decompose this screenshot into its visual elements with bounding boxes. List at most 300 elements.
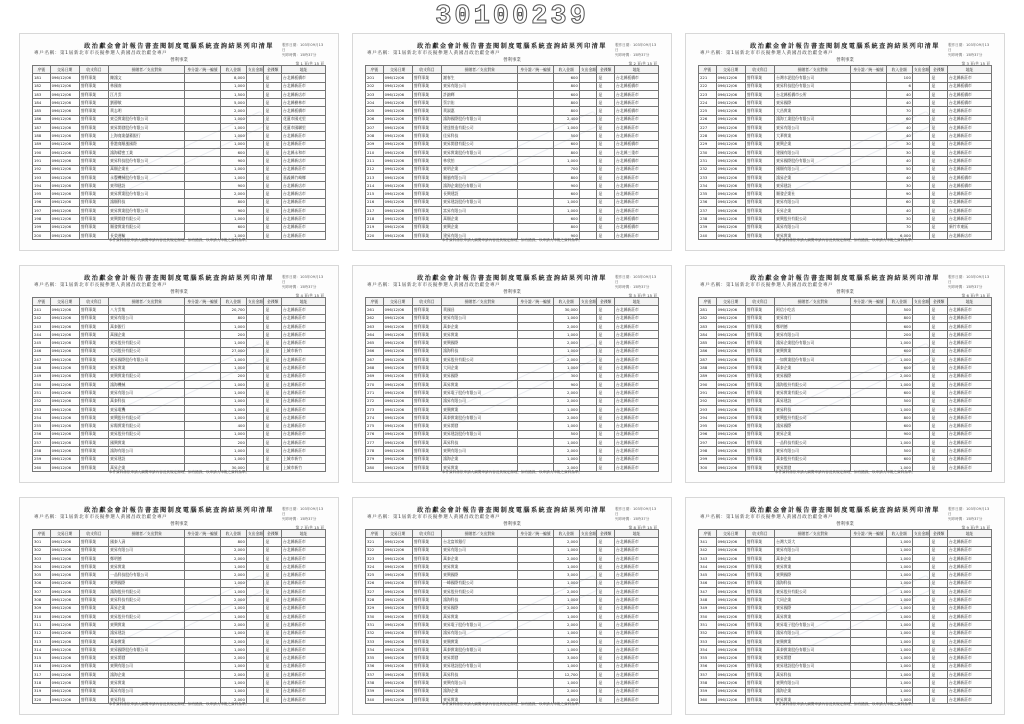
column-header: 序號 <box>366 298 384 306</box>
page-title: 政治獻金會計報告書查閱制度電腦系統查詢結果列印清單 <box>84 275 274 282</box>
id-cell <box>518 629 553 637</box>
address-cell: 台北縣新莊市 <box>948 662 992 670</box>
address-cell: 台北縣新莊市 <box>282 364 326 372</box>
account-name: 專戶名稱：第1屆新北市市長擬參選人黃國昌政治獻金專戶 <box>367 283 501 288</box>
print-time: 列印時間：15時37分 <box>948 53 983 57</box>
table-row <box>366 414 659 422</box>
donor-cell: 東昇有限公司 <box>775 546 851 554</box>
table-header-row <box>699 298 992 306</box>
id-cell <box>185 82 220 90</box>
table-row <box>366 140 659 148</box>
serial-cell: 300 <box>699 463 717 471</box>
date-cell: 096/12/06 <box>383 190 412 198</box>
donor-cell: 東興開發有限公司 <box>109 215 185 223</box>
expense-cell <box>912 198 930 206</box>
amount-cell: 1,000 <box>553 347 579 355</box>
footer-note: 本件資料係依申請人調閱申請內容及其規定辦理，如有錯誤，以申請人申報之資料為準。 <box>441 238 583 242</box>
address-cell: 台北縣新莊市 <box>615 339 659 347</box>
donor-cell: 萬順企業 <box>442 215 518 223</box>
table-row <box>366 115 659 123</box>
table-row <box>699 74 992 82</box>
category-cell: 營利事業 <box>412 107 441 115</box>
category-cell: 營利事業 <box>412 157 441 165</box>
serial-cell: 209 <box>366 140 384 148</box>
date-cell: 096/12/06 <box>50 231 79 239</box>
date-cell: 096/12/06 <box>383 198 412 206</box>
amount-cell: 2,000 <box>553 322 579 330</box>
address-cell: 台北縣新莊市 <box>948 165 992 173</box>
address-cell: 台北縣新莊市 <box>948 671 992 679</box>
section-label: 營利事業 <box>836 522 854 527</box>
serial-cell: 291 <box>699 389 717 397</box>
donor-cell: 東昇實業 <box>109 563 185 571</box>
id-cell <box>851 140 886 148</box>
serial-cell: 338 <box>366 679 384 687</box>
expense-cell <box>912 546 930 554</box>
id-cell <box>851 99 886 107</box>
amount-cell: 1,000 <box>220 662 246 670</box>
serial-cell: 237 <box>699 207 717 215</box>
amount-cell: 200 <box>220 439 246 447</box>
amount-cell: 1,000 <box>220 563 246 571</box>
date-cell: 096/12/06 <box>716 231 745 239</box>
id-cell <box>185 604 220 612</box>
table-row <box>366 314 659 322</box>
id-cell <box>518 124 553 132</box>
expense-cell <box>912 339 930 347</box>
print-date: 製作日期：103年09月13日 <box>615 507 657 516</box>
date-cell: 096/12/06 <box>383 132 412 140</box>
date-cell: 096/12/06 <box>716 339 745 347</box>
amount-cell: 90 <box>886 190 912 198</box>
category-cell: 營利事業 <box>412 447 441 455</box>
donor-cell: 東昇電子股份有限公司 <box>775 621 851 629</box>
donor-cell: 東昇有限公司 <box>109 314 185 322</box>
date-cell: 096/12/06 <box>383 405 412 413</box>
date-cell: 096/12/06 <box>716 148 745 156</box>
category-cell: 營利事業 <box>412 148 441 156</box>
id-cell <box>518 364 553 372</box>
table-header-row <box>366 66 659 74</box>
amount-cell: 1,000 <box>220 579 246 587</box>
address-cell: 台北縣新莊市 <box>615 231 659 239</box>
expense-cell <box>246 173 264 181</box>
id-cell <box>185 554 220 562</box>
amount-cell: 1,000 <box>886 563 912 571</box>
amount-cell: 2,000 <box>220 654 246 662</box>
amount-cell: 1,000 <box>886 654 912 662</box>
expense-cell <box>912 182 930 190</box>
serial-cell: 194 <box>33 182 51 190</box>
expense-cell <box>579 687 597 695</box>
id-cell <box>185 380 220 388</box>
serial-cell: 324 <box>366 563 384 571</box>
expense-cell <box>912 140 930 148</box>
expense-cell <box>579 679 597 687</box>
category-cell: 營利事業 <box>79 463 108 471</box>
amount-cell: 30 <box>886 148 912 156</box>
expense-cell <box>246 654 264 662</box>
amount-cell: 2,000 <box>553 687 579 695</box>
date-cell: 096/12/06 <box>383 157 412 165</box>
column-header: 序號 <box>33 66 51 74</box>
donor-cell: 鴻海科技 <box>442 596 518 604</box>
money-cell: 是 <box>930 107 948 115</box>
category-cell: 營利事業 <box>412 306 441 314</box>
address-cell: 台北縣新莊市 <box>615 314 659 322</box>
amount-cell: 40 <box>886 173 912 181</box>
date-cell: 096/12/06 <box>383 571 412 579</box>
serial-cell: 245 <box>33 339 51 347</box>
date-cell: 096/12/06 <box>383 554 412 562</box>
serial-cell: 217 <box>366 207 384 215</box>
donor-cell: 鴻昇建設 <box>109 629 185 637</box>
money-cell: 是 <box>930 364 948 372</box>
id-cell <box>851 414 886 422</box>
address-cell: 台北縣板橋市 <box>615 157 659 165</box>
category-cell: 營利事業 <box>745 74 774 82</box>
category-cell: 營利事業 <box>412 554 441 562</box>
expense-cell <box>912 322 930 330</box>
table-row <box>699 612 992 620</box>
address-cell: 台北縣新莊市 <box>948 140 992 148</box>
category-cell: 營利事業 <box>745 165 774 173</box>
table-row <box>33 356 326 364</box>
id-cell <box>851 588 886 596</box>
serial-cell: 325 <box>366 571 384 579</box>
address-cell: 台北縣新莊市 <box>948 546 992 554</box>
donor-cell: 大華實業 <box>775 132 851 140</box>
amount-cell: 1,000 <box>886 671 912 679</box>
category-cell: 營利事業 <box>412 439 441 447</box>
table-row <box>33 422 326 430</box>
expense-cell <box>246 331 264 339</box>
table-row <box>366 356 659 364</box>
expense-cell <box>246 198 264 206</box>
date-cell: 096/12/06 <box>50 397 79 405</box>
address-cell: 台北縣新莊市 <box>282 439 326 447</box>
donor-cell: 東昇實業 <box>775 563 851 571</box>
amount-cell: 600 <box>553 74 579 82</box>
address-cell: 台北縣新莊市 <box>615 198 659 206</box>
donor-cell: 鴻海精密工業 <box>109 148 185 156</box>
serial-cell: 329 <box>366 604 384 612</box>
money-cell: 是 <box>264 671 282 679</box>
date-cell: 096/12/06 <box>50 637 79 645</box>
expense-cell <box>246 372 264 380</box>
expense-cell <box>912 422 930 430</box>
table-row <box>33 687 326 695</box>
money-cell: 是 <box>597 405 615 413</box>
expense-cell <box>912 612 930 620</box>
column-header: 支出金額 <box>912 530 930 538</box>
expense-cell <box>246 405 264 413</box>
donor-cell: 東興企業 <box>775 140 851 148</box>
amount-cell: 900 <box>553 231 579 239</box>
print-time: 列印時間：15時37分 <box>282 285 317 289</box>
money-cell: 是 <box>597 190 615 198</box>
serial-cell: 214 <box>366 182 384 190</box>
address-cell: 台北縣新莊市 <box>282 546 326 554</box>
donor-cell: 鴻海企業 <box>442 455 518 463</box>
id-cell <box>185 182 220 190</box>
money-cell: 是 <box>264 546 282 554</box>
donor-cell: 萬泰實業 <box>109 637 185 645</box>
date-cell: 096/12/06 <box>716 671 745 679</box>
category-cell: 營利事業 <box>745 654 774 662</box>
id-cell <box>518 671 553 679</box>
table-row <box>366 148 659 156</box>
address-cell: 台北縣新莊市 <box>615 322 659 330</box>
money-cell: 是 <box>597 322 615 330</box>
category-cell: 營利事業 <box>79 356 108 364</box>
amount-cell: 2,000 <box>220 596 246 604</box>
ledger-table <box>365 65 659 240</box>
expense-cell <box>912 372 930 380</box>
table-row <box>699 579 992 587</box>
category-cell: 營利事業 <box>745 380 774 388</box>
amount-cell: 1,000 <box>886 571 912 579</box>
serial-cell: 350 <box>699 612 717 620</box>
address-cell: 台北縣新莊市 <box>948 132 992 140</box>
table-row <box>366 579 659 587</box>
address-cell: 台北縣新莊市 <box>948 588 992 596</box>
id-cell <box>851 148 886 156</box>
amount-cell: 1,000 <box>220 447 246 455</box>
table-row <box>33 679 326 687</box>
category-cell: 營利事業 <box>412 405 441 413</box>
serial-cell: 317 <box>33 671 51 679</box>
category-cell: 營利事業 <box>79 646 108 654</box>
date-cell: 096/12/06 <box>716 380 745 388</box>
donor-cell: 東亞實業股份有限公司 <box>109 115 185 123</box>
money-cell: 是 <box>930 687 948 695</box>
category-cell: 營利事業 <box>412 695 441 703</box>
donor-cell: 江月雲 <box>109 90 185 98</box>
footer-note: 本件資料係依申請人調閱申請內容及其規定辦理，如有錯誤，以申請人申報之資料為準。 <box>108 702 250 706</box>
serial-cell: 221 <box>699 74 717 82</box>
donor-cell: 國泰人壽 <box>109 538 185 546</box>
category-cell: 營利事業 <box>745 662 774 670</box>
table-row <box>699 646 992 654</box>
id-cell <box>851 447 886 455</box>
address-cell: 台北縣新莊市 <box>615 430 659 438</box>
serial-cell: 189 <box>33 140 51 148</box>
expense-cell <box>579 372 597 380</box>
amount-cell: 600 <box>886 364 912 372</box>
table-row <box>699 588 992 596</box>
table-header-row <box>699 66 992 74</box>
address-cell: 台北縣新莊市 <box>948 687 992 695</box>
id-cell <box>185 422 220 430</box>
amount-cell: 1,000 <box>886 596 912 604</box>
table-row <box>33 596 326 604</box>
date-cell: 096/12/06 <box>50 571 79 579</box>
id-cell <box>851 132 886 140</box>
date-cell: 096/12/06 <box>383 679 412 687</box>
address-cell: 台北縣新店市 <box>282 182 326 190</box>
amount-cell: 1,000 <box>220 215 246 223</box>
ledger-table <box>32 65 326 240</box>
expense-cell <box>246 414 264 422</box>
category-cell: 營利事業 <box>745 322 774 330</box>
serial-cell: 195 <box>33 190 51 198</box>
date-cell: 096/12/06 <box>716 554 745 562</box>
column-header: 收支科目 <box>79 298 108 306</box>
amount-cell: 1,000 <box>553 629 579 637</box>
money-cell: 是 <box>264 124 282 132</box>
id-cell <box>851 74 886 82</box>
amount-cell: 600 <box>553 190 579 198</box>
table-row <box>699 621 992 629</box>
money-cell: 是 <box>264 380 282 388</box>
category-cell: 營利事業 <box>79 588 108 596</box>
category-cell: 營利事業 <box>745 546 774 554</box>
address-cell: 台北縣新莊市 <box>615 654 659 662</box>
column-header: 收入金額 <box>886 298 912 306</box>
expense-cell <box>246 148 264 156</box>
date-cell: 096/12/06 <box>383 115 412 123</box>
print-meta <box>282 275 326 290</box>
serial-cell: 188 <box>33 132 51 140</box>
table-row <box>366 372 659 380</box>
id-cell <box>185 74 220 82</box>
expense-cell <box>246 157 264 165</box>
category-cell: 營利事業 <box>79 430 108 438</box>
donor-cell: 萬順企業社 <box>109 165 185 173</box>
id-cell <box>185 99 220 107</box>
table-row <box>366 198 659 206</box>
serial-cell: 236 <box>699 198 717 206</box>
id-cell <box>518 339 553 347</box>
date-cell: 096/12/06 <box>716 372 745 380</box>
id-cell <box>185 364 220 372</box>
amount-cell: 1,000 <box>886 546 912 554</box>
amount-cell: 1,000 <box>220 231 246 239</box>
serial-cell: 200 <box>33 231 51 239</box>
table-row <box>699 140 992 148</box>
id-cell <box>185 579 220 587</box>
donor-cell: 東昇有限公司 <box>775 331 851 339</box>
serial-cell: 267 <box>366 356 384 364</box>
donor-cell: 萬昇實業 <box>442 612 518 620</box>
money-cell: 是 <box>597 347 615 355</box>
serial-cell: 265 <box>366 339 384 347</box>
money-cell: 是 <box>264 588 282 596</box>
amount-cell: 1,000 <box>553 422 579 430</box>
expense-cell <box>579 596 597 604</box>
address-cell: 台北縣新莊市 <box>948 397 992 405</box>
donor-cell: 國順有限公司 <box>775 165 851 173</box>
table-header-row <box>366 298 659 306</box>
category-cell: 營利事業 <box>79 579 108 587</box>
serial-cell: 337 <box>366 671 384 679</box>
donor-cell: 建昇有限公司 <box>442 231 518 239</box>
serial-cell: 283 <box>699 322 717 330</box>
address-cell: 台北縣新莊市 <box>948 148 992 156</box>
column-header: 地址 <box>282 298 326 306</box>
date-cell: 096/12/06 <box>716 314 745 322</box>
serial-cell: 233 <box>699 173 717 181</box>
category-cell: 營利事業 <box>745 339 774 347</box>
category-cell: 營利事業 <box>412 654 441 662</box>
donor-cell: 東興實業有限公司 <box>109 372 185 380</box>
money-cell: 是 <box>597 579 615 587</box>
address-cell: 台北縣新莊市 <box>615 372 659 380</box>
expense-cell <box>912 132 930 140</box>
donor-cell: 香港商順風國際 <box>109 140 185 148</box>
category-cell: 營利事業 <box>745 455 774 463</box>
donor-cell: 東興國際 <box>442 339 518 347</box>
donor-cell: 東昇國際股份有限公司 <box>109 646 185 654</box>
address-cell: 台北縣新莊市 <box>282 140 326 148</box>
address-cell: 台北縣新莊市 <box>615 173 659 181</box>
table-row <box>699 629 992 637</box>
address-cell: 台北縣新莊市 <box>615 405 659 413</box>
expense-cell <box>246 380 264 388</box>
id-cell <box>851 364 886 372</box>
serial-cell: 184 <box>33 99 51 107</box>
category-cell: 營利事業 <box>79 422 108 430</box>
expense-cell <box>579 140 597 148</box>
money-cell: 是 <box>930 455 948 463</box>
donor-cell: 鴻昇有限公司 <box>442 397 518 405</box>
address-cell: 台北縣新莊市 <box>615 646 659 654</box>
column-header: 交易日期 <box>716 66 745 74</box>
account-name: 專戶名稱：第1屆新北市市長擬參選人黃國昌政治獻金專戶 <box>700 515 834 520</box>
date-cell: 096/12/06 <box>383 347 412 355</box>
date-cell: 096/12/06 <box>50 654 79 662</box>
expense-cell <box>246 671 264 679</box>
money-cell: 是 <box>930 306 948 314</box>
page-number: 第 9 頁/共 15 頁 <box>961 525 990 530</box>
money-cell: 是 <box>597 679 615 687</box>
money-cell: 是 <box>264 662 282 670</box>
id-cell <box>851 687 886 695</box>
serial-cell: 261 <box>366 306 384 314</box>
category-cell: 營利事業 <box>79 190 108 198</box>
address-cell: 花蓮市國聯里 <box>282 124 326 132</box>
address-cell: 花蓮市國光里 <box>282 115 326 123</box>
donor-cell: 東昇實業 <box>442 331 518 339</box>
address-cell: 台北縣新莊市 <box>282 165 326 173</box>
id-cell <box>518 173 553 181</box>
amount-cell: 800 <box>553 107 579 115</box>
expense-cell <box>579 207 597 215</box>
date-cell: 096/12/06 <box>716 347 745 355</box>
amount-cell: 500 <box>553 132 579 140</box>
donor-cell: 萬泰科技 <box>109 397 185 405</box>
donor-cell: 東昇國際股份有限公司 <box>775 157 851 165</box>
address-cell: 台北縣新莊市 <box>282 654 326 662</box>
amount-cell: 2,000 <box>553 588 579 596</box>
expense-cell <box>579 306 597 314</box>
column-header: 捐贈者／支出對象 <box>442 66 518 74</box>
date-cell: 096/12/06 <box>383 364 412 372</box>
category-cell: 營利事業 <box>412 82 441 90</box>
amount-cell: 600 <box>886 422 912 430</box>
amount-cell: 1,000 <box>553 455 579 463</box>
serial-cell: 272 <box>366 397 384 405</box>
address-cell: 台北縣新莊市 <box>948 339 992 347</box>
expense-cell <box>246 339 264 347</box>
expense-cell <box>579 422 597 430</box>
serial-cell: 185 <box>33 107 51 115</box>
date-cell: 096/12/06 <box>50 173 79 181</box>
serial-cell: 230 <box>699 148 717 156</box>
donor-cell: 東昇國際 <box>775 604 851 612</box>
date-cell: 096/12/06 <box>50 687 79 695</box>
